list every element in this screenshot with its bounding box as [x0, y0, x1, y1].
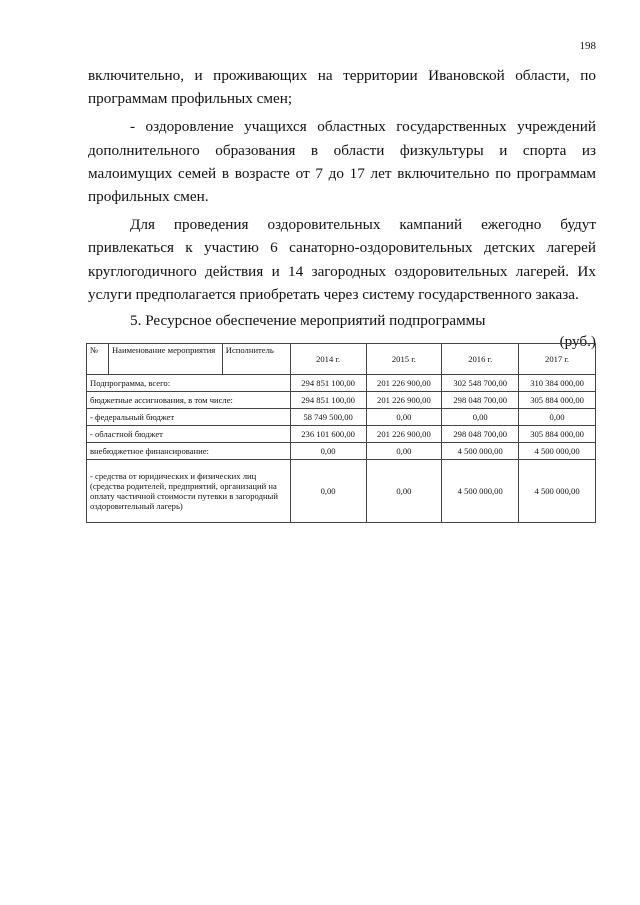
row-value: 302 548 700,00 — [442, 375, 519, 392]
header-year-2017: 2017 г. — [519, 344, 596, 375]
table-row — [87, 392, 596, 409]
row-value: 201 226 900,00 — [366, 426, 442, 443]
row-label: бюджетные ассигнования, в том числе: — [87, 392, 291, 409]
row-value: 201 226 900,00 — [366, 392, 442, 409]
header-num: № — [87, 344, 109, 375]
header-executor: Исполнитель — [222, 344, 290, 375]
table-row — [87, 443, 596, 460]
table-row — [87, 460, 596, 523]
row-label: - федеральный бюджет — [87, 409, 291, 426]
row-value: 0,00 — [519, 409, 596, 426]
unit-label: (руб.) — [559, 333, 596, 351]
row-label: Подпрограмма, всего: — [87, 375, 291, 392]
header-year-2014: 2014 г. — [290, 344, 366, 375]
row-value: 0,00 — [290, 443, 366, 460]
table-header-row — [87, 344, 596, 375]
header-name: Наименование мероприятия — [108, 344, 222, 375]
row-value: 305 884 000,00 — [519, 426, 596, 443]
paragraph-1: включительно, и проживающих на территории Ивановской области, по программам профильных смен; — [88, 67, 596, 108]
row-value: 201 226 900,00 — [366, 375, 442, 392]
row-value: 4 500 000,00 — [442, 460, 519, 523]
resource-table — [86, 343, 596, 523]
table-row — [87, 375, 596, 392]
row-value: 294 851 100,00 — [290, 375, 366, 392]
row-label: внебюджетное финансирование: — [87, 443, 291, 460]
row-value: 236 101 600,00 — [290, 426, 366, 443]
row-value: 310 384 000,00 — [519, 375, 596, 392]
row-value: 0,00 — [366, 409, 442, 426]
section-heading: 5. Ресурсное обеспечение мероприятий подпрограммы — [130, 312, 486, 330]
paragraph-2: - оздоровление учащихся областных государственных учреждений дополнительного образования в области физкультуры и спорта из малоимущих семей в возрасте от 7 до 17 лет включительно по программам профильных смен. — [88, 118, 596, 206]
paragraph-3: Для проведения оздоровительных кампаний ежегодно будут привлекаться к участию 6 санаторно-оздоровительных детских лагерей круглогодичного действия и 14 загородных оздоровительных лагерей. Их услуги предполагается приобретать через систему государственного заказа. — [88, 216, 596, 303]
row-value: 0,00 — [290, 460, 366, 523]
row-value: 298 048 700,00 — [442, 392, 519, 409]
page-number: 198 — [579, 40, 596, 52]
row-value: 4 500 000,00 — [519, 460, 596, 523]
row-value: 4 500 000,00 — [519, 443, 596, 460]
row-value: 0,00 — [442, 409, 519, 426]
row-value: 4 500 000,00 — [442, 443, 519, 460]
row-value: 0,00 — [366, 443, 442, 460]
header-year-2015: 2015 г. — [366, 344, 442, 375]
row-value: 294 851 100,00 — [290, 392, 366, 409]
row-label: - областной бюджет — [87, 426, 291, 443]
table-row — [87, 426, 596, 443]
row-value: 0,00 — [366, 460, 442, 523]
header-year-2016: 2016 г. — [442, 344, 519, 375]
row-value: 305 884 000,00 — [519, 392, 596, 409]
body-text — [88, 64, 596, 352]
table-row — [87, 409, 596, 426]
row-value: 298 048 700,00 — [442, 426, 519, 443]
row-label: - средства от юридических и физических лиц (средства родителей, предприятий, организаций на оплату частичной стоимости путевки в загородный оздоровительный лагерь) — [87, 460, 291, 523]
row-value: 58 749 500,00 — [290, 409, 366, 426]
